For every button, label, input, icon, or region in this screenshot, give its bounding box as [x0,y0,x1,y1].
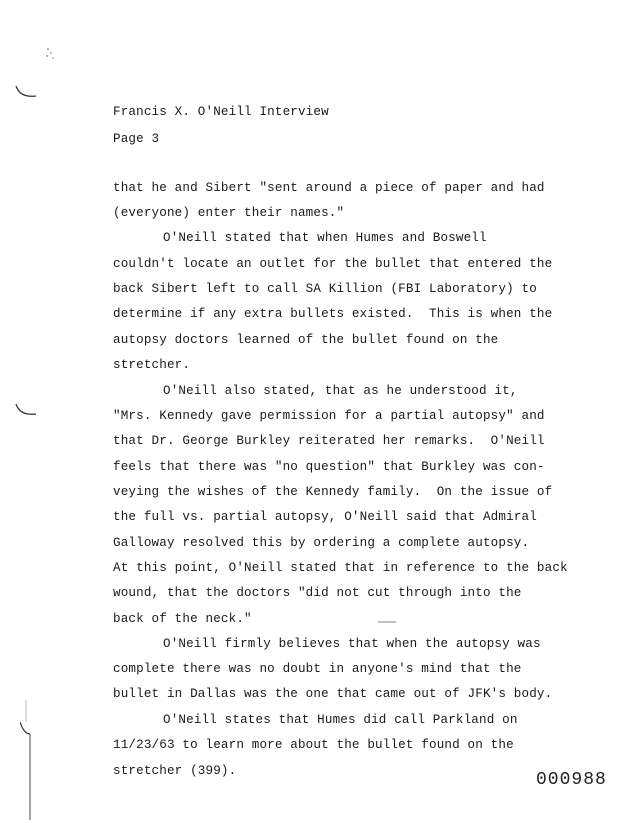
body-line: (everyone) enter their names." [113,206,345,220]
body-line: back Sibert left to call SA Killion (FBI Laboratory) to [113,282,537,296]
body-line: that Dr. George Burkley reiterated her remarks. O'Neill [113,434,545,448]
document-title: Francis X. O'Neill Interview [113,105,329,119]
body-line: the full vs. partial autopsy, O'Neill said that Admiral [113,510,537,524]
body-line: that he and Sibert "sent around a piece of paper and had [113,181,545,195]
body-line: stretcher. [113,358,191,372]
document-control-number: 000988 [536,770,607,790]
binder-hole-mark-middle [14,402,38,418]
body-line: bullet in Dallas was the one that came out of JFK's body. [113,687,553,701]
binder-hole-mark-bottom [20,700,34,820]
body-line: 11/23/63 to learn more about the bullet found on the [113,738,514,752]
body-line: complete there was no doubt in anyone's mind that the [113,662,522,676]
body-line: At this point, O'Neill stated that in reference to the back [113,561,568,575]
body-line: feels that there was "no question" that Burkley was con- [113,460,545,474]
body-line: autopsy doctors learned of the bullet found on the [113,333,499,347]
body-line: "Mrs. Kennedy gave permission for a partial autopsy" and [113,409,545,423]
body-line: O'Neill firmly believes that when the autopsy was [163,637,541,651]
page-number: Page 3 [113,132,160,146]
body-line: couldn't locate an outlet for the bullet that entered the [113,257,553,271]
body-line: veying the wishes of the Kennedy family. On the issue of [113,485,553,499]
body-line: O'Neill states that Humes did call Parkland on [163,713,518,727]
ink-smudge [378,620,396,624]
body-line: Galloway resolved this by ordering a complete autopsy. [113,536,530,550]
body-line: O'Neill also stated, that as he understood it, [163,384,518,398]
scan-speck-marks [44,46,58,62]
body-line: determine if any extra bullets existed. This is when the [113,307,553,321]
body-line: wound, that the doctors "did not cut through into the [113,586,522,600]
body-line: stretcher (399). [113,764,237,778]
body-line: O'Neill stated that when Humes and Boswell [163,231,487,245]
binder-hole-mark-top [14,84,38,100]
body-line: back of the neck." [113,612,252,626]
